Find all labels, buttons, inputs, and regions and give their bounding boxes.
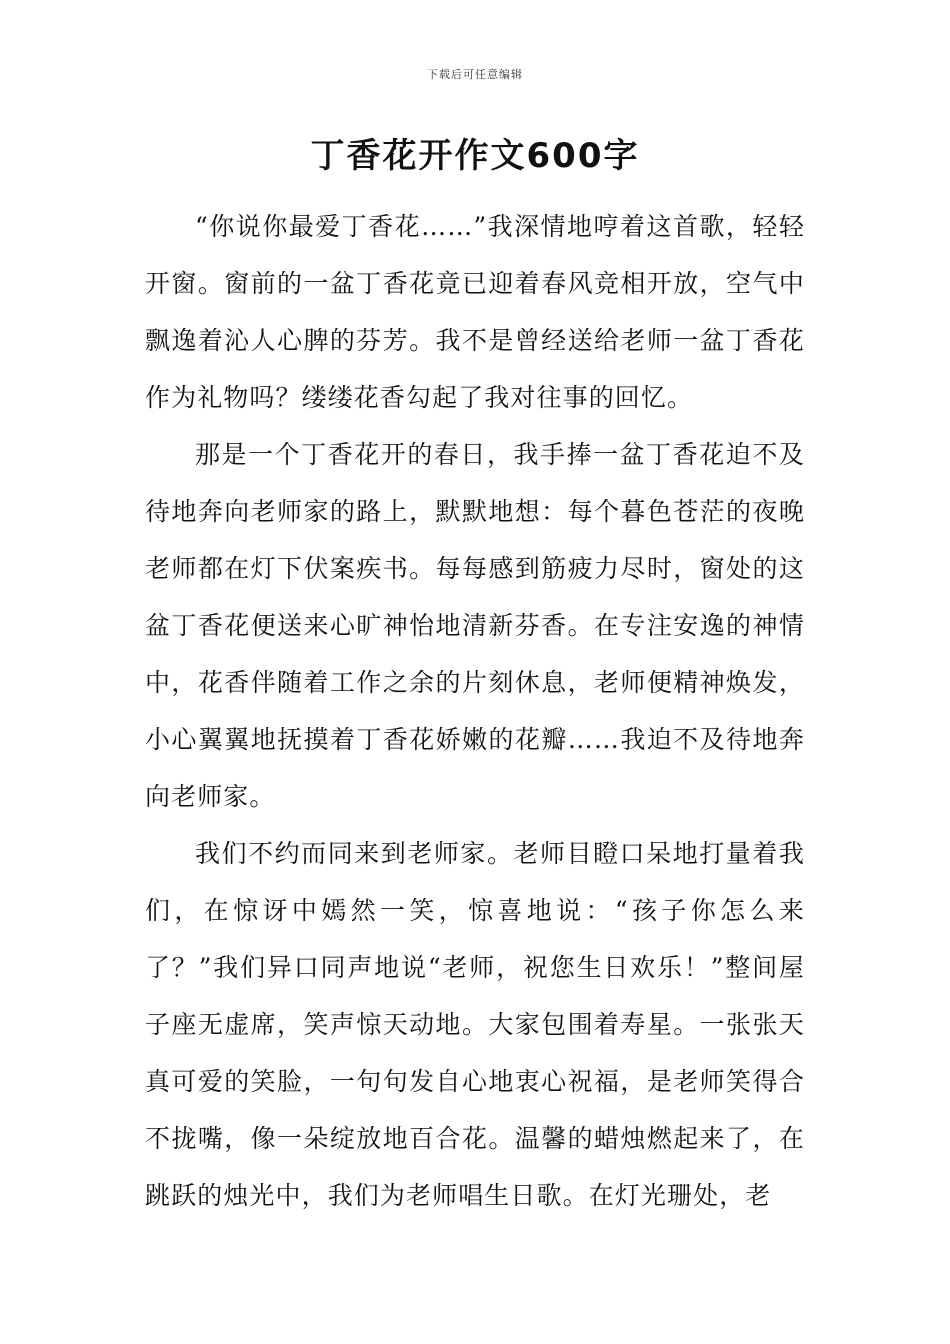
header-note: 下载后可任意编辑: [427, 68, 523, 81]
paragraph-1: “你说你最爱丁香花……”我深情地哼着这首歌，轻轻开窗。窗前的一盆丁香花竟已迎着春风竞相开放，空气中飘逸着沁人心脾的芬芳。我不是曾经送给老师一盆丁香花作为礼物吗？缕缕花香勾起了我对往事的回忆。: [145, 212, 805, 412]
document-title: 丁香花开作文600字: [310, 136, 640, 176]
paragraph-3: 我们不约而同来到老师家。老师目瞪口呆地打量着我们，在惊讶中嫣然一笑，惊喜地说：“孩子你怎么来了？”我们异口同声地说“老师，祝您生日欢乐！”整间屋子座无虚席，笑声惊天动地。大家包围着寿星。一张张天真可爱的笑脸，一句句发自心地衷心祝福，是老师笑得合不拢嘴，像一朵绽放地百合花。温馨的蜡烛燃起来了，在跳跃的烛光中，我们为老师唱生日歌。在灯光珊处，老: [145, 839, 805, 1210]
paragraph-2: 那是一个丁香花开的春日，我手捧一盆丁香花迫不及待地奔向老师家的路上，默默地想：每个暮色苍茫的夜晚老师都在灯下伏案疾书。每每感到筋疲力尽时，窗处的这盆丁香花便送来心旷神怡地清新芬香。在专注安逸的神情中，花香伴随着工作之余的片刻休息，老师便精神焕发，小心翼翼地抚摸着丁香花娇嫩的花瓣……我迫不及待地奔向老师家。: [145, 440, 805, 811]
document-body: [145, 198, 805, 1224]
